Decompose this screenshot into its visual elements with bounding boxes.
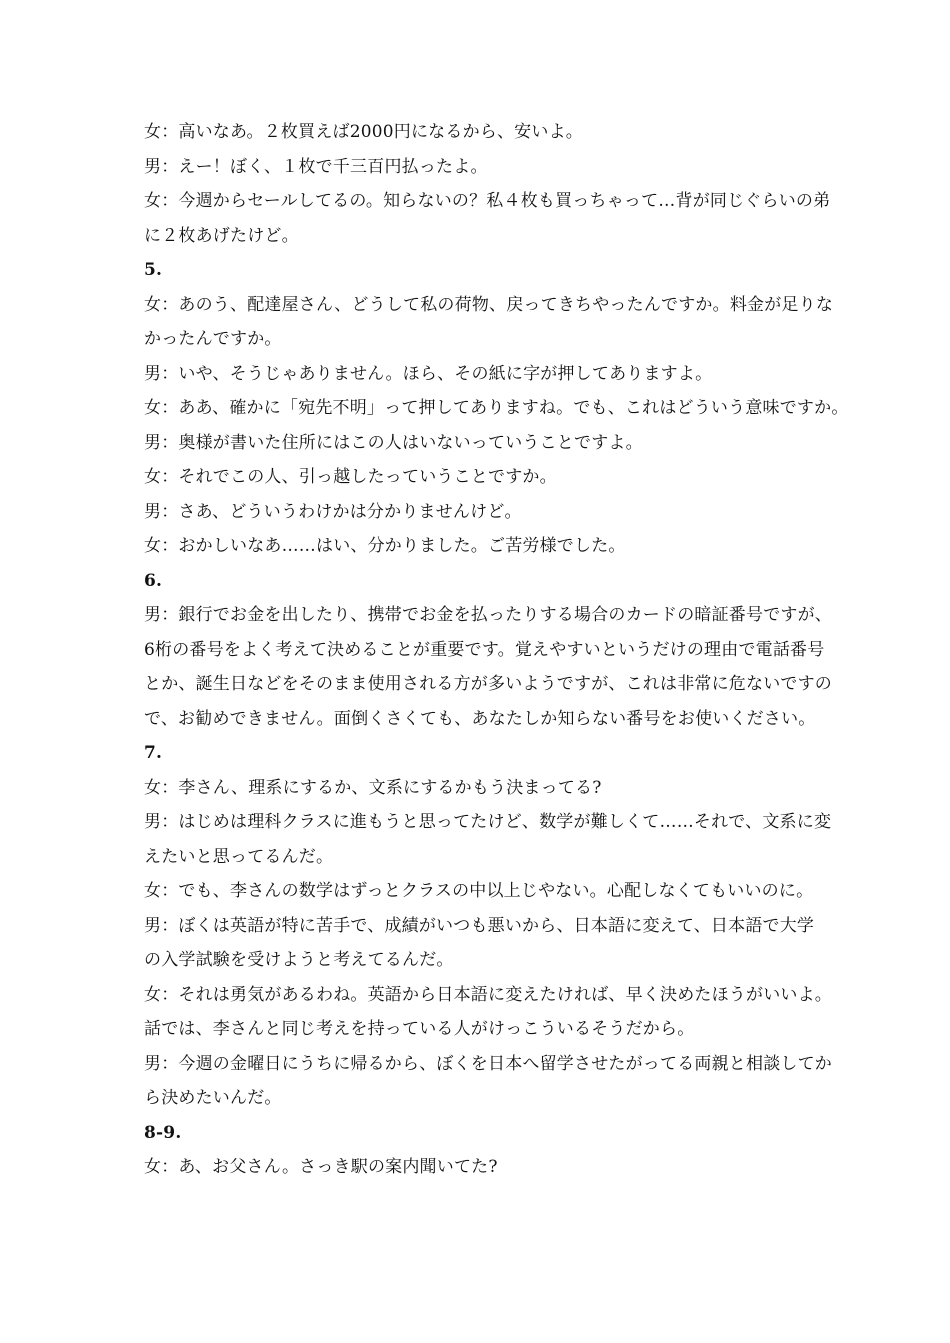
text-line: 男：ぼくは英語が特に苦手で、成績がいつも悪いから、日本語に変えて、日本語で大学: [144, 915, 815, 936]
text-line: 話では、李さんと同じ考えを持っている人がけっこういるそうだから。: [144, 1019, 695, 1039]
text-line: 女：それでこの人、引っ越したっていうことですか。: [144, 467, 557, 487]
section-number: 5.: [144, 260, 163, 280]
text-line: 女：高いなあ。２枚買えば2000円になるから、安いよ。: [144, 122, 583, 142]
text-line: 6桁の番号をよく考えて決めることが重要です。覚えやすいというだけの理由で電話番号: [144, 639, 825, 660]
text-line: 女：今週からセールしてるの。知らないの？私４枚も買っちゃって…背が同じぐらいの弟: [144, 191, 831, 211]
text-line: に２枚あげたけど。: [144, 225, 299, 246]
text-line: 女：あのう、配達屋さん、どうして私の荷物、戻ってきちやったんですか。料金が足りな: [144, 294, 834, 315]
text-line: 男：えー！ぼく、１枚で千三百円払ったよ。: [144, 156, 488, 177]
text-line: 女：あ、お父さん。さっき駅の案内聞いてた?: [144, 1157, 498, 1177]
text-line: 男：はじめは理科クラスに進もうと思ってたけど、数学が難しくて……それで、文系に変: [144, 812, 832, 832]
text-line: えたいと思ってるんだ。: [144, 846, 334, 867]
text-line: 女：それは勇気があるわね。英語から日本語に変えたければ、早く決めたほうがいいよ。: [144, 984, 832, 1005]
section-number: 8-9.: [144, 1122, 182, 1143]
text-line: 女：李さん、理系にするか、文系にするかもう決まってる?: [144, 777, 602, 798]
text-line: ら決めたいんだ。: [144, 1088, 282, 1108]
text-line: かったんですか。: [144, 329, 282, 349]
text-line: 女：おかしいなあ……はい、分かりました。ご苦労様でした。: [144, 536, 626, 556]
text-line: 男：銀行でお金を出したり、携帯でお金を払ったりする場合のカードの暗証番号ですが、: [144, 605, 832, 625]
transcript-text: [144, 115, 849, 1185]
text-line: 女：でも、李さんの数学はずっとクラスの中以上じやない。心配しなくてもいいのに。: [144, 881, 814, 901]
text-line: の入学試験を受けようと考えてるんだ。: [144, 950, 454, 970]
section-number: 7.: [144, 743, 163, 763]
text-line: とか、誕生日などをそのまま使用される方が多いようですが、これは非常に危ないですの: [144, 674, 832, 694]
text-line: 女：ああ、確かに「宛先不明」って押してありますね。でも、これはどういう意味ですか。: [144, 398, 849, 418]
text-line: で、お勧めできません。面倒くさくても、あなたしか知らない番号をお使いください。: [144, 708, 816, 729]
text-line: 男：今週の金曜日にうちに帰るから、ぼくを日本へ留学させたがってる両親と相談してか: [144, 1053, 832, 1074]
text-line: 男：いや、そうじゃありません。ほら、その紙に字が押してありますよ。: [144, 363, 713, 384]
text-line: 男：奥様が書いた住所にはこの人はいないっていうことですよ。: [144, 432, 643, 453]
text-line: 男：さあ、どういうわけかは分かりませんけど。: [144, 501, 522, 522]
section-number: 6.: [144, 570, 163, 591]
